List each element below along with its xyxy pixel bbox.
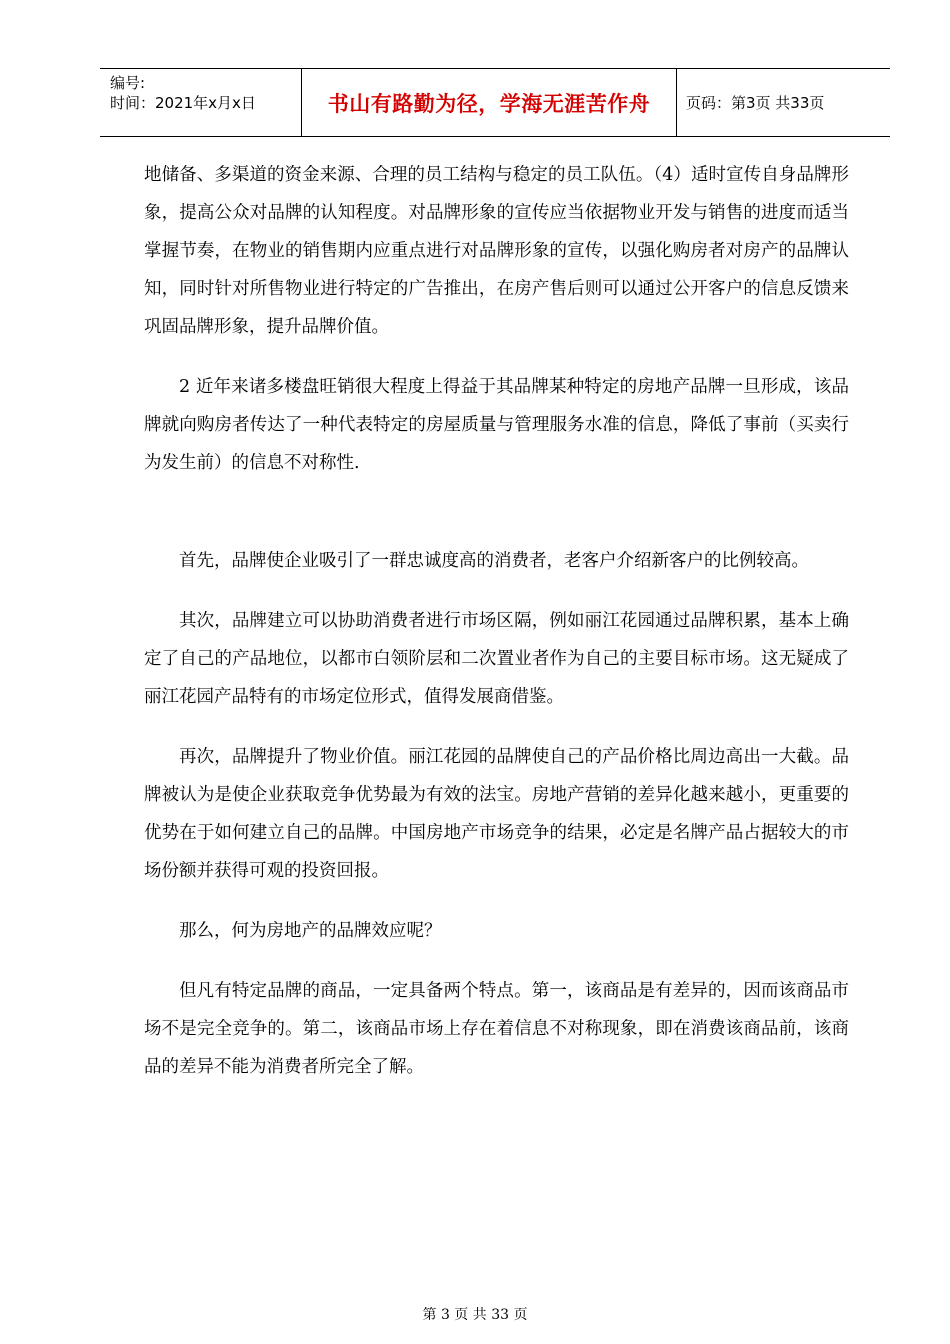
header-page-cell — [677, 69, 890, 136]
header-motto-cell — [302, 69, 677, 136]
paragraph: 地储备、多渠道的资金来源、合理的员工结构与稳定的员工队伍。（4）适时宣传自身品牌形象，提高公众对品牌的认知程度。对品牌形象的宣传应当依据物业开发与销售的进度而适当掌握节奏，在物业的销售期内应重点进行对品牌形象的宣传，以强化购房者对房产的品牌认知，同时针对所售物业进行特定的广告推出，在房产售后则可以通过公开客户的信息反馈来巩固品牌形象，提升品牌价值。 — [144, 165, 849, 337]
page-footer: 第 3 页 共 33 页 — [422, 1307, 528, 1323]
header-meta-cell — [100, 69, 302, 136]
paragraph: 首先，品牌使企业吸引了一群忠诚度高的消费者，老客户介绍新客户的比例较高。 — [179, 551, 809, 571]
paragraph: 但凡有特定品牌的商品，一定具备两个特点。第一，该商品是有差异的，因而该商品市场不是完全竞争的。第二，该商品市场上存在着信息不对称现象，即在消费该商品前，该商品的差异不能为消费者所完全了解。 — [144, 981, 849, 1077]
document-date-label: 时间：2021年x月x日 — [110, 94, 256, 112]
header-page-info: 页码：第3页 共33页 — [686, 94, 825, 112]
document-header — [100, 68, 890, 137]
document-number-label: 编号: — [110, 74, 146, 92]
header-motto: 书山有路勤为径，学海无涯苦作舟 — [327, 91, 651, 116]
paragraph: 2 近年来诸多楼盘旺销很大程度上得益于其品牌某种特定的房地产品牌一旦形成，该品牌就向购房者传达了一种代表特定的房屋质量与管理服务水准的信息，降低了事前（买卖行为发生前）的信息不对称性. — [144, 377, 849, 473]
document-body — [144, 156, 849, 1086]
paragraph: 那么，何为房地产的品牌效应呢？ — [179, 921, 442, 941]
paragraph: 再次，品牌提升了物业价值。丽江花园的品牌使自己的产品价格比周边高出一大截。品牌被认为是使企业获取竞争优势最为有效的法宝。房地产营销的差异化越来越小，更重要的优势在于如何建立自己的品牌。中国房地产市场竞争的结果，必定是名牌产品占据较大的市场份额并获得可观的投资回报。 — [144, 747, 849, 881]
paragraph: 其次，品牌建立可以协助消费者进行市场区隔，例如丽江花园通过品牌积累，基本上确定了自己的产品地位，以都市白领阶层和二次置业者作为自己的主要目标市场。这无疑成了丽江花园产品特有的市场定位形式，值得发展商借鉴。 — [144, 611, 849, 707]
